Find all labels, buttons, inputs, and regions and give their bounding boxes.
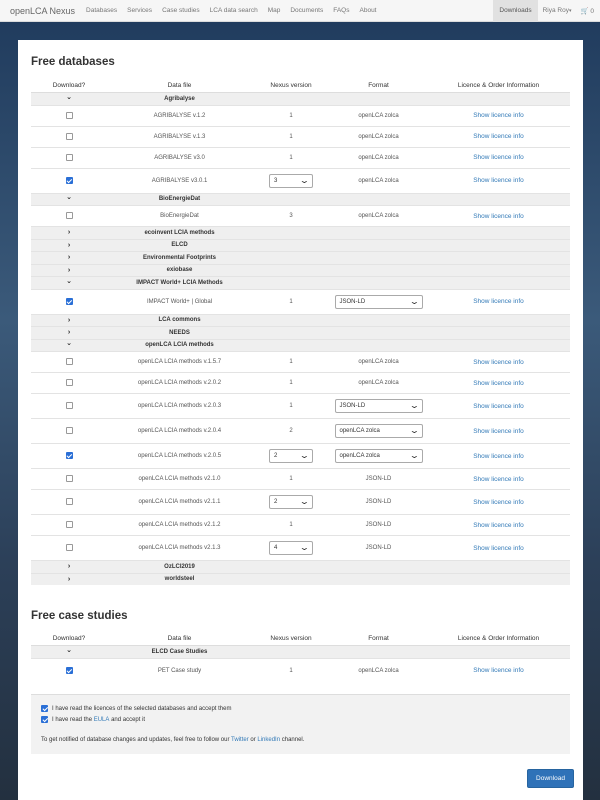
- download-checkbox[interactable]: [66, 212, 73, 219]
- show-licence-link[interactable]: Show licence info: [473, 521, 524, 529]
- databases-title: Free databases: [31, 56, 115, 68]
- group-row[interactable]: [31, 277, 570, 290]
- data-file-name: AGRIBALYSE v3.0: [107, 147, 252, 168]
- nexus-version: 2: [252, 419, 330, 444]
- downloads-panel: [18, 40, 583, 800]
- note-post: channel.: [280, 737, 305, 743]
- show-licence-link[interactable]: Show licence info: [473, 498, 524, 506]
- table-row: [31, 168, 570, 193]
- chevron-down-icon: ⌄: [408, 296, 420, 306]
- group-name: ELCD Case Studies: [107, 646, 252, 659]
- accept-eula-pre: I have read the: [52, 716, 93, 723]
- download-checkbox[interactable]: [66, 427, 73, 434]
- header-licence: Licence & Order Information: [427, 78, 570, 93]
- download-checkbox[interactable]: [66, 544, 73, 551]
- data-file-name: openLCA LCIA methods v.2.0.2: [107, 373, 252, 394]
- accept-eula-checkbox[interactable]: [41, 716, 48, 723]
- nexus-version: 1: [252, 394, 330, 419]
- accept-licences-row: [41, 703, 560, 714]
- download-button[interactable]: Download: [527, 769, 574, 788]
- version-select[interactable]: [269, 174, 313, 188]
- format-select-value: JSON-LD: [339, 403, 366, 409]
- group-name: exiobase: [107, 264, 252, 277]
- download-checkbox[interactable]: [66, 177, 73, 184]
- chevron-down-icon: ⌄: [408, 451, 420, 460]
- data-file-name: PET Case study: [107, 658, 252, 683]
- nav-documents[interactable]: Documents: [290, 7, 324, 14]
- table-row: [31, 469, 570, 490]
- nav-case-studies[interactable]: Case studies: [162, 7, 200, 14]
- format: openLCA zolca: [330, 105, 427, 126]
- brand-logo[interactable]: openLCA Nexus: [10, 5, 76, 16]
- group-row[interactable]: [31, 239, 570, 252]
- user-name: Riya Roy: [542, 7, 569, 14]
- chevron-down-icon: ⌄: [299, 451, 311, 460]
- group-row[interactable]: [31, 339, 570, 352]
- table-row: [31, 536, 570, 561]
- nexus-version: 1: [252, 469, 330, 490]
- download-checkbox[interactable]: [66, 521, 73, 528]
- nav-downloads[interactable]: Downloads: [493, 0, 537, 22]
- show-licence-link[interactable]: Show licence info: [473, 358, 524, 366]
- download-checkbox[interactable]: [66, 379, 73, 386]
- group-row[interactable]: [31, 314, 570, 327]
- case-studies-title: Free case studies: [31, 610, 128, 622]
- accept-licences-label: I have read the licences of the selected databases and accept them: [52, 705, 232, 712]
- table-row: [31, 352, 570, 373]
- header-download: Download?: [31, 78, 107, 93]
- download-checkbox[interactable]: [66, 154, 73, 161]
- version-select[interactable]: [269, 495, 313, 509]
- note-or: or: [248, 737, 258, 743]
- data-file-name: AGRIBALYSE v.1.2: [107, 105, 252, 126]
- chevron-down-icon: ⌄: [299, 497, 311, 506]
- table-row: [31, 419, 570, 444]
- chevron-down-icon: ⌄: [299, 175, 311, 185]
- header-format: Format: [330, 78, 427, 93]
- header-licence: Licence & Order Information: [427, 631, 570, 646]
- show-licence-link[interactable]: Show licence info: [473, 154, 524, 161]
- group-row[interactable]: [31, 93, 570, 106]
- show-licence-link[interactable]: Show licence info: [473, 112, 524, 119]
- nexus-version: 1: [252, 105, 330, 126]
- cart-icon: 🛒: [580, 7, 589, 15]
- group-name: OzLCI2019: [107, 561, 252, 574]
- version-select-value: 3: [274, 177, 278, 184]
- header-download: Download?: [31, 631, 107, 646]
- accept-eula-row: [41, 714, 560, 725]
- format-select-value: openLCA zolca: [339, 428, 380, 434]
- version-select[interactable]: [269, 449, 313, 463]
- table-row: [31, 658, 570, 683]
- show-licence-link[interactable]: Show licence info: [473, 544, 524, 552]
- accept-licences-checkbox[interactable]: [41, 705, 48, 712]
- header-nexus-version: Nexus version: [252, 78, 330, 93]
- format: JSON-LD: [330, 515, 427, 536]
- table-row: [31, 126, 570, 147]
- format: openLCA zolca: [330, 126, 427, 147]
- chevron-right-icon[interactable]: ›: [67, 241, 71, 249]
- group-name: worldsteel: [107, 573, 252, 585]
- group-name: BioEnergieDat: [107, 193, 252, 206]
- data-file-name: openLCA LCIA methods v.2.0.4: [107, 419, 252, 444]
- group-row[interactable]: [31, 646, 570, 659]
- format: openLCA zolca: [330, 373, 427, 394]
- download-checkbox[interactable]: [66, 133, 73, 140]
- table-row: [31, 373, 570, 394]
- group-name: Environmental Footprints: [107, 252, 252, 265]
- nav-about[interactable]: About: [359, 7, 377, 14]
- chevron-right-icon[interactable]: ›: [67, 329, 71, 337]
- download-checkbox[interactable]: [66, 452, 73, 459]
- nexus-version: 1: [252, 289, 330, 314]
- nav-services[interactable]: Services: [127, 7, 153, 14]
- chevron-down-icon[interactable]: ⌄: [66, 194, 72, 202]
- format-select[interactable]: [335, 424, 423, 438]
- nav-lca-data-search[interactable]: LCA data search: [209, 7, 258, 14]
- group-name: ecoinvent LCIA methods: [107, 227, 252, 240]
- data-file-name: openLCA LCIA methods v.2.0.5: [107, 444, 252, 469]
- chevron-right-icon[interactable]: ›: [67, 563, 71, 571]
- group-row[interactable]: [31, 227, 570, 240]
- chevron-right-icon[interactable]: ›: [67, 229, 71, 237]
- show-licence-link[interactable]: Show licence info: [473, 427, 524, 435]
- twitter-link[interactable]: Twitter: [231, 737, 249, 743]
- table-row: [31, 490, 570, 515]
- format: openLCA zolca: [330, 168, 427, 193]
- chevron-right-icon[interactable]: ›: [67, 266, 71, 274]
- show-licence-link[interactable]: Show licence info: [473, 452, 524, 460]
- header-nexus-version: Nexus version: [252, 631, 330, 646]
- data-file-name: openLCA LCIA methods v.1.5.7: [107, 352, 252, 373]
- table-row: [31, 147, 570, 168]
- nexus-version: 1: [252, 373, 330, 394]
- nexus-version: 3: [252, 206, 330, 227]
- show-licence-link[interactable]: Show licence info: [473, 298, 524, 305]
- nexus-version: 1: [252, 126, 330, 147]
- table-row: [31, 444, 570, 469]
- show-licence-link[interactable]: Show licence info: [473, 177, 524, 184]
- nexus-version: 1: [252, 515, 330, 536]
- group-name: ELCD: [107, 239, 252, 252]
- table-header-row: [31, 631, 570, 646]
- group-row[interactable]: [31, 573, 570, 585]
- group-name: Agribalyse: [107, 93, 252, 106]
- show-licence-link[interactable]: Show licence info: [473, 133, 524, 140]
- format: openLCA zolca: [330, 352, 427, 373]
- nav-map[interactable]: Map: [267, 7, 281, 14]
- linkedin-link[interactable]: LinkedIn: [257, 737, 281, 743]
- format: openLCA zolca: [330, 147, 427, 168]
- group-name: IMPACT World+ LCIA Methods: [107, 277, 252, 290]
- data-file-name: IMPACT World+ | Global: [107, 289, 252, 314]
- data-file-name: openLCA LCIA methods v2.1.3: [107, 536, 252, 561]
- group-row[interactable]: [31, 264, 570, 277]
- format: JSON-LD: [330, 536, 427, 561]
- group-name: NEEDS: [107, 327, 252, 340]
- header-data-file: Data file: [107, 78, 252, 93]
- table-row: [31, 394, 570, 419]
- user-menu[interactable]: [538, 7, 577, 14]
- header-format: Format: [330, 631, 427, 646]
- chevron-down-icon: ⌄: [408, 426, 420, 435]
- download-checkbox[interactable]: [66, 498, 73, 505]
- group-row[interactable]: [31, 327, 570, 340]
- chevron-right-icon[interactable]: ›: [67, 254, 71, 262]
- chevron-down-icon[interactable]: ⌄: [66, 646, 72, 654]
- table-header-row: [31, 78, 570, 93]
- data-file-name: openLCA LCIA methods v2.1.2: [107, 515, 252, 536]
- group-row[interactable]: [31, 561, 570, 574]
- nav-right: [493, 0, 600, 22]
- version-select-value: 4: [274, 545, 278, 551]
- download-checkbox[interactable]: [66, 298, 73, 305]
- show-licence-link[interactable]: Show licence info: [473, 379, 524, 387]
- top-navbar: [0, 0, 600, 22]
- data-file-name: BioEnergieDat: [107, 206, 252, 227]
- chevron-down-icon[interactable]: ⌄: [66, 277, 72, 285]
- group-name: openLCA LCIA methods: [107, 339, 252, 352]
- group-row[interactable]: [31, 252, 570, 265]
- show-licence-link[interactable]: Show licence info: [473, 475, 524, 483]
- format: openLCA zolca: [330, 658, 427, 683]
- chevron-down-icon[interactable]: ⌄: [66, 93, 72, 101]
- databases-table: [31, 78, 570, 585]
- format: JSON-LD: [330, 469, 427, 490]
- version-select-value: 2: [274, 453, 278, 459]
- data-file-name: openLCA LCIA methods v2.1.0: [107, 469, 252, 490]
- eula-link[interactable]: EULA: [93, 716, 110, 723]
- format-select-value: openLCA zolca: [339, 453, 380, 459]
- accept-box: [31, 694, 570, 754]
- format: openLCA zolca: [330, 206, 427, 227]
- cart-count: 0: [590, 7, 594, 15]
- version-select-value: 2: [274, 499, 278, 505]
- case-studies-table: [31, 631, 570, 683]
- download-checkbox[interactable]: [66, 667, 73, 674]
- download-checkbox[interactable]: [66, 402, 73, 409]
- download-checkbox[interactable]: [66, 475, 73, 482]
- format-select-value: JSON-LD: [339, 298, 366, 305]
- show-licence-link[interactable]: Show licence info: [473, 667, 524, 674]
- cart-link[interactable]: [576, 7, 600, 15]
- table-row: [31, 515, 570, 536]
- table-row: [31, 206, 570, 227]
- nexus-version: 1: [252, 658, 330, 683]
- nav-databases[interactable]: Databases: [86, 7, 118, 14]
- format: JSON-LD: [330, 490, 427, 515]
- data-file-name: openLCA LCIA methods v.2.0.3: [107, 394, 252, 419]
- note-pre: To get notified of database changes and updates, feel free to follow our: [41, 737, 232, 743]
- nav-faqs[interactable]: FAQs: [333, 7, 350, 14]
- format-select[interactable]: [335, 295, 423, 309]
- group-row[interactable]: [31, 193, 570, 206]
- group-name: LCA commons: [107, 314, 252, 327]
- chevron-right-icon[interactable]: ›: [67, 316, 71, 324]
- header-data-file: Data file: [107, 631, 252, 646]
- download-checkbox[interactable]: [66, 358, 73, 365]
- chevron-down-icon[interactable]: ⌄: [66, 340, 72, 348]
- data-file-name: openLCA LCIA methods v2.1.1: [107, 490, 252, 515]
- caret-down-icon: ▾: [568, 8, 572, 14]
- table-row: [31, 289, 570, 314]
- chevron-down-icon: ⌄: [299, 543, 311, 552]
- chevron-down-icon: ⌄: [408, 401, 420, 410]
- download-checkbox[interactable]: [66, 112, 73, 119]
- follow-note: [41, 737, 560, 743]
- data-file-name: AGRIBALYSE v.1.3: [107, 126, 252, 147]
- format-select[interactable]: [335, 399, 423, 413]
- nexus-version: 1: [252, 147, 330, 168]
- nexus-version: 1: [252, 352, 330, 373]
- data-file-name: AGRIBALYSE v3.0.1: [107, 168, 252, 193]
- version-select[interactable]: [269, 541, 313, 555]
- format-select[interactable]: [335, 449, 423, 463]
- table-row: [31, 105, 570, 126]
- chevron-right-icon[interactable]: ›: [67, 575, 71, 583]
- show-licence-link[interactable]: Show licence info: [473, 402, 524, 410]
- show-licence-link[interactable]: Show licence info: [473, 212, 524, 220]
- accept-eula-post: and accept it: [111, 716, 146, 723]
